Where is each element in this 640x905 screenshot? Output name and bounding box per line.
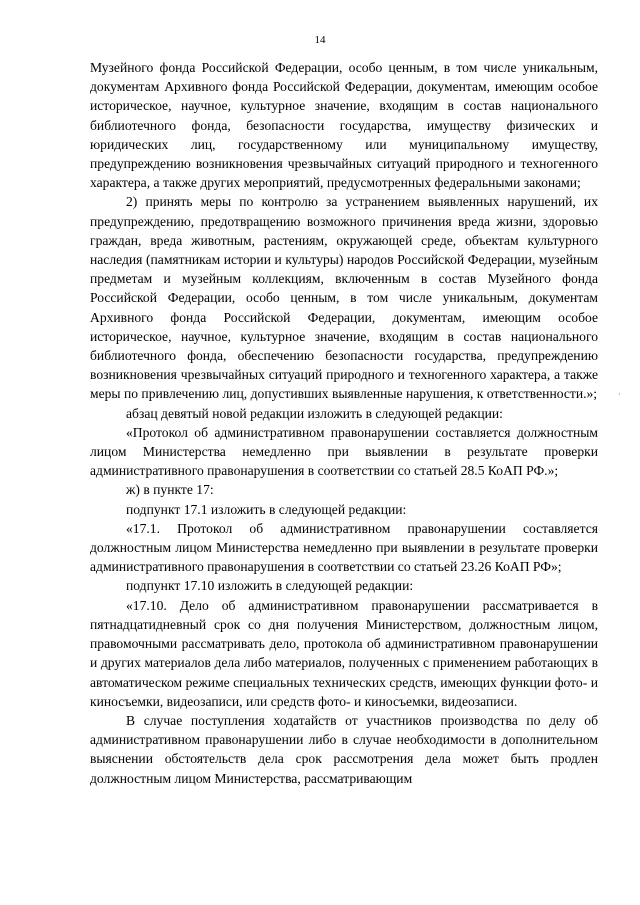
paragraph: 2) принять меры по контролю за устранением выявленных нарушений, их предупреждению, предотвращению возможного причинения вреда жизни, здоровью граждан, вреда животным, растениям, окружающей среде, объектам культурного наследия (памятникам истории и культуры) народов Российской Федерации, музейным предметам и музейным коллекциям, включенным в состав Музейного фонда Российской Федерации, особо ценным, в том числе уникальным, документам Архивного фонда Российской Федерации, документам, имеющим особое историческое, научное, культурное значение, входящим в состав национального библиотечного фонда, обеспечению безопасности государства, предупреждению возникновения чрезвычайных ситуаций природного и техногенного характера, а также меры по привлечению лиц, допустивших выявленные нарушения, к ответственности.»;	[90, 194, 598, 402]
paragraph: «17.1. Протокол об административном правонарушении составляется должностным лицом Министерства немедленно при выявлении в результате проверки административного правонарушения в соответствии со статьей 23.26 КоАП РФ»;	[90, 520, 598, 575]
paragraph: Музейного фонда Российской Федерации, особо ценным, в том числе уникальным, документам Архивного фонда Российской Федерации, документам, имеющим особое историческое, научное, культурное значение, входящим в состав национального библиотечного фонда, безопасности государства, имуществу физических и юридических лиц, государственному или муниципальному имуществу, предупреждению возникновения чрезвычайных ситуаций природного и техногенного характера, а также других мероприятий, предусмотренных федеральными законами;	[90, 60, 598, 191]
page-number: 14	[314, 34, 326, 46]
paragraph: «17.10. Дело об административном правонарушении рассматривается в пятнадцатидневный срок со дня получения Министерством, должностным лицом, правомочными рассматривать дело, протокола об административном правонарушении и других материалов дела либо материалов, полученных с применением работающих в автоматическом режиме специальных технических средств, имеющих функции фото- и киносъемки, видеозаписи, или средств фото- и киносъемки, видеозаписи.	[90, 597, 598, 709]
paragraph: ж) в пункте 17:	[126, 482, 214, 498]
scan-artifact: ·	[618, 390, 621, 399]
paragraph: В случае поступления ходатайств от участников производства по делу об административном правонарушении либо в случае необходимости в дополнительном выяснении обстоятельств дела срок рассмотрения дела может быть продлен должностным лицом Министерства, рассматривающим	[90, 712, 598, 786]
document-body	[90, 58, 598, 788]
paragraph: подпункт 17.10 изложить в следующей редакции:	[126, 578, 414, 594]
paragraph: «Протокол об административном правонарушении составляется должностным лицом Министерства немедленно при выявлении в результате проверки административного правонарушения в соответствии со статьей 28.5 КоАП РФ.»;	[90, 424, 598, 479]
paragraph: абзац девятый новой редакции изложить в следующей редакции:	[126, 405, 503, 421]
paragraph: подпункт 17.1 изложить в следующей редакции:	[126, 501, 407, 517]
